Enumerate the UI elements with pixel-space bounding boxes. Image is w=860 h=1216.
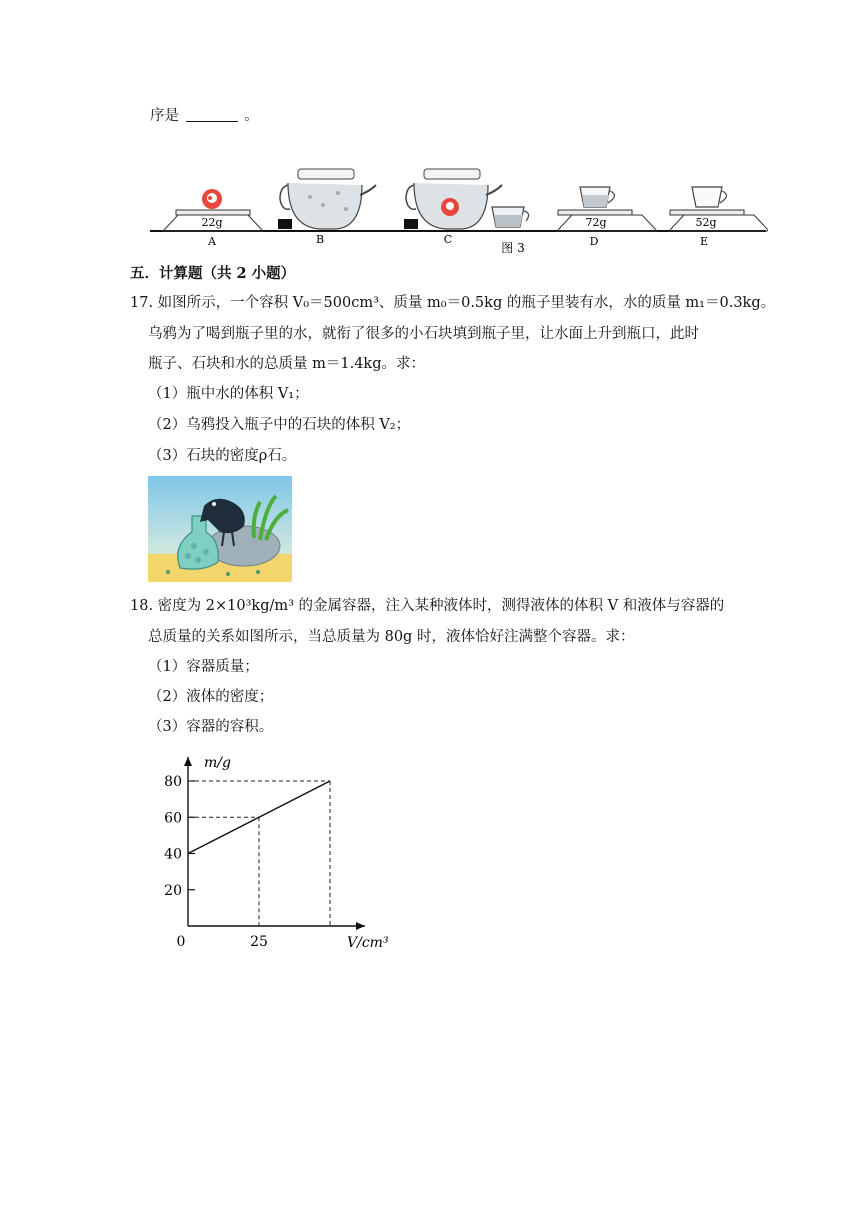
figure-3	[148, 165, 768, 255]
scale-e	[669, 187, 768, 231]
station-label-d: D	[589, 235, 599, 248]
answer-blank[interactable]	[186, 107, 238, 122]
crow-bottle-picture	[148, 476, 292, 582]
station-label-b: B	[315, 233, 325, 246]
y-tick-label: 60	[164, 810, 182, 827]
y-axis-arrow	[184, 757, 192, 766]
q18-sub-3: （3）容器的容积。	[148, 719, 274, 735]
q17-sub-3: （3）石块的密度ρ石。	[148, 448, 297, 464]
q17-sub-1: （1）瓶中水的体积 V₁；	[148, 386, 309, 402]
top-line-prefix: 序是	[150, 108, 179, 124]
y-axis-label: m/g	[204, 755, 231, 771]
q18-sub-1: （1）容器质量；	[148, 659, 259, 675]
x-tick-label: 25	[250, 934, 268, 950]
station-label-a: A	[208, 235, 216, 248]
q18-line-2: 总质量的关系如图所示，当总质量为 80g 时，液体恰好注满整个容器。求：	[148, 629, 635, 645]
y-tick-label: 80	[164, 774, 182, 790]
q17-line-1: 17. 如图所示，一个容积 V₀＝500cm³、质量 m₀＝0.5kg 的瓶子里装有水，水的质量 m₁＝0.3kg。	[130, 295, 776, 311]
overflow-kettle-b	[278, 169, 376, 229]
scale-reading-a: 22g	[201, 216, 223, 229]
q18-line-1: 18. 密度为 2×10³kg/m³ 的金属容器，注入某种液体时，测得液体的体积 V 和液体与容器的	[130, 598, 725, 614]
scale-reading-e: 52g	[695, 216, 717, 229]
q17-line-2: 乌鸦为了喝到瓶子里的水，就衔了很多的小石块填到瓶子里，让水面上升到瓶口，此时	[148, 326, 699, 342]
scale-d	[557, 187, 657, 231]
overflow-kettle-c	[404, 169, 502, 229]
q17-sub-2: （2）乌鸦投入瓶子中的石块的体积 V₂；	[148, 417, 411, 433]
q18-sub-2: （2）液体的密度；	[148, 689, 274, 705]
station-label-e: E	[699, 235, 709, 248]
origin-label: 0	[176, 934, 186, 950]
figure-caption: 图 3	[501, 241, 525, 255]
y-tick-label: 20	[164, 882, 182, 899]
section-heading: 五．计算题（共 2 小题）	[130, 265, 296, 282]
top-line-suffix: 。	[244, 108, 259, 124]
mass-volume-chart	[150, 745, 410, 960]
scale-reading-d: 72g	[585, 216, 607, 229]
q17-line-3: 瓶子、石块和水的总质量 m＝1.4kg。求：	[148, 356, 425, 372]
station-label-c: C	[443, 233, 453, 246]
scale-a	[163, 189, 263, 231]
x-axis-arrow	[356, 922, 365, 930]
top-line	[150, 106, 259, 126]
y-tick-label: 40	[164, 846, 182, 863]
catch-cup	[492, 207, 529, 227]
x-axis-label: V/cm³	[347, 935, 389, 951]
